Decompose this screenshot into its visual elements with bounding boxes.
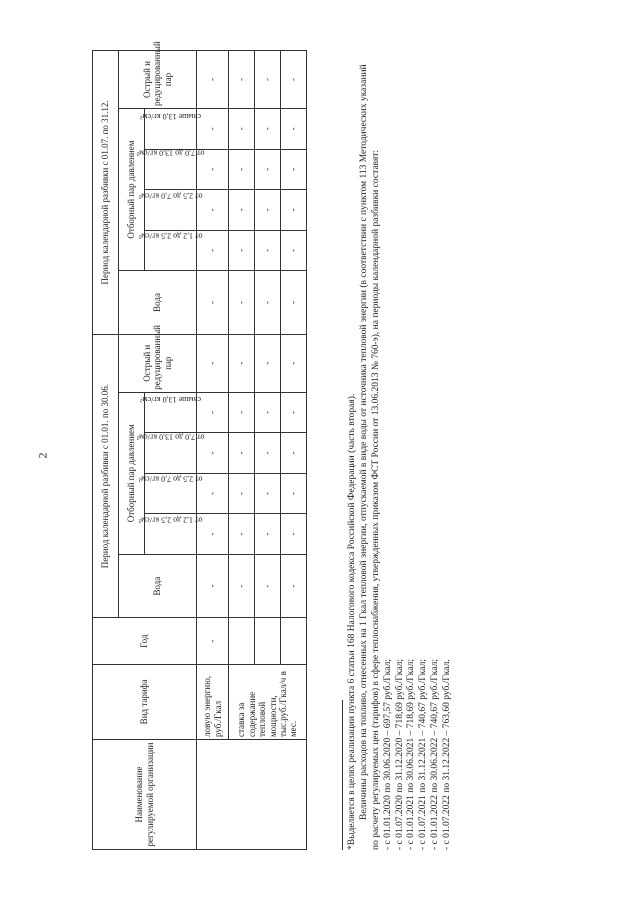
tariff-table	[92, 41, 307, 850]
value-cell: -	[197, 230, 229, 271]
value-cell: -	[197, 149, 229, 190]
sharp-header-2: Острый и редуцированный пар	[119, 51, 197, 109]
value-cell: -	[255, 190, 281, 231]
value-cell: -	[281, 392, 307, 433]
value-cell: -	[197, 51, 229, 109]
table-row	[197, 51, 229, 850]
org-cell	[197, 740, 307, 850]
value-cell: -	[197, 433, 229, 474]
pressure-label: от 7,0 до 13,0 кг/см²	[136, 432, 205, 442]
value-cell: -	[255, 149, 281, 190]
page-number: 2	[35, 452, 50, 459]
period2-header: Период календарной разбивки с 01.07. по 31.12.	[93, 51, 119, 335]
value-cell: -	[281, 334, 307, 392]
list-item: - с 01.07.2021 по 31.12.2021 – 740,67 руб./Гкал;	[418, 659, 429, 850]
value-cell: -	[197, 473, 229, 514]
value-cell: -	[255, 230, 281, 271]
value-cell: -	[197, 109, 229, 150]
value-cell: -	[197, 392, 229, 433]
value-cell: -	[281, 433, 307, 474]
pressure-label: от 1,2 до 2,5 кг/см²	[138, 231, 203, 241]
year-cell: -	[197, 618, 229, 664]
year-cell	[229, 618, 255, 664]
value-cell: -	[281, 51, 307, 109]
value-cell: -	[229, 334, 255, 392]
pressure-label: свыше 13,0 кг/см²	[140, 111, 202, 121]
value-cell: -	[255, 271, 281, 335]
value-cell: -	[281, 190, 307, 231]
tariff-cell: ловую энергию, руб./Гкал	[197, 664, 229, 739]
value-cell: -	[281, 554, 307, 618]
fuel-paragraph: Величины расходов на топливо, отнесенных на 1 Гкал тепловой энергии, отпускаемой в виде воды от источника тепловой энергии (в соответствии с пунктом 113 Методических указаний по расчету регулируемых цен (тарифов) в сфере теплоснабжения, утвержденных приказом ФСТ России от 13.06.2013 № 760-э), на периоды календарной разбивки составят:	[358, 64, 381, 850]
value-cell: -	[281, 109, 307, 150]
list-item: - с 01.07.2022 по 31.12.2022 – 763,60 руб./Гкал.	[442, 659, 452, 850]
value-cell: -	[229, 392, 255, 433]
pressure-label: от 2,5 до 7,0 кг/см²	[138, 474, 203, 484]
list-item: - с 01.01.2020 по 30.06.2020 – 697,57 руб./Гкал;	[382, 659, 393, 850]
value-cell: -	[197, 334, 229, 392]
pressure-header	[140, 392, 202, 433]
tariff-cell: ставка за содержание тепловой мощности, тыс.руб./Гкал/ч в мес.	[229, 664, 307, 739]
pressure-header	[138, 514, 203, 555]
value-cell: -	[229, 149, 255, 190]
value-cell: -	[281, 271, 307, 335]
footnote: *Выделяется в целях реализации пункта 6 статьи 168 Налогового кодекса Российской Федерации (часть вторая).	[347, 393, 357, 850]
table-row	[229, 51, 255, 850]
value-cell: -	[281, 514, 307, 555]
value-cell: -	[255, 392, 281, 433]
list-item: - с 01.01.2022 по 30.06.2022 – 740,67 руб./Гкал;	[430, 659, 441, 850]
value-cell: -	[255, 109, 281, 150]
sharp-header-1: Острый и редуцированный пар	[119, 334, 197, 392]
value-cell: -	[197, 554, 229, 618]
pressure-label: свыше 13,0 кг/см²	[140, 395, 202, 405]
tariff-header: Вид тарифа	[93, 664, 197, 739]
list-item: - с 01.01.2021 по 30.06.2021 – 718,69 руб./Гкал;	[406, 659, 417, 850]
pressure-header	[138, 190, 203, 231]
pressure-label: от 7,0 до 13,0 кг/см²	[136, 148, 205, 158]
value-cell: -	[229, 109, 255, 150]
value-cell: -	[229, 230, 255, 271]
value-cell: -	[229, 514, 255, 555]
list-item: - с 01.07.2020 по 31.12.2020 – 718,69 руб./Гкал;	[394, 659, 405, 850]
value-cell: -	[229, 190, 255, 231]
footnote-divider	[342, 700, 343, 850]
value-cell: -	[229, 554, 255, 618]
pressure-label: от 2,5 до 7,0 кг/см²	[138, 191, 203, 201]
rotated-page-content	[92, 41, 612, 850]
value-cell: -	[229, 433, 255, 474]
notes-section	[342, 60, 454, 850]
pressure-header	[136, 432, 205, 474]
pressure-header	[138, 473, 203, 514]
value-cell: -	[281, 149, 307, 190]
year-cell	[281, 618, 307, 664]
value-cell: -	[255, 514, 281, 555]
value-cell: -	[197, 190, 229, 231]
year-header: Год	[93, 618, 197, 664]
value-cell: -	[255, 554, 281, 618]
value-cell: -	[281, 230, 307, 271]
steam-sel-header-2: Отборный пар давлением	[119, 109, 145, 271]
period1-header: Период календарной разбивки с 01.01. по 30.06.	[93, 334, 119, 618]
pressure-header	[140, 109, 202, 150]
value-cell: -	[255, 334, 281, 392]
pressure-header	[136, 148, 205, 190]
water-header-1: Вода	[119, 554, 197, 618]
value-cell: -	[255, 433, 281, 474]
value-cell: -	[229, 473, 255, 514]
year-cell	[255, 618, 281, 664]
value-cell: -	[281, 473, 307, 514]
pressure-label: от 1,2 до 2,5 кг/см²	[138, 515, 203, 525]
value-cell: -	[255, 51, 281, 109]
value-cell: -	[197, 514, 229, 555]
org-header: Наименование регулируемой организации	[93, 740, 197, 850]
pressure-header	[138, 230, 203, 271]
value-cell: -	[229, 51, 255, 109]
water-header-2: Вода	[119, 271, 197, 335]
value-cell: -	[197, 271, 229, 335]
value-cell: -	[229, 271, 255, 335]
value-cell: -	[255, 473, 281, 514]
steam-sel-header-1: Отборный пар давлением	[119, 392, 145, 554]
